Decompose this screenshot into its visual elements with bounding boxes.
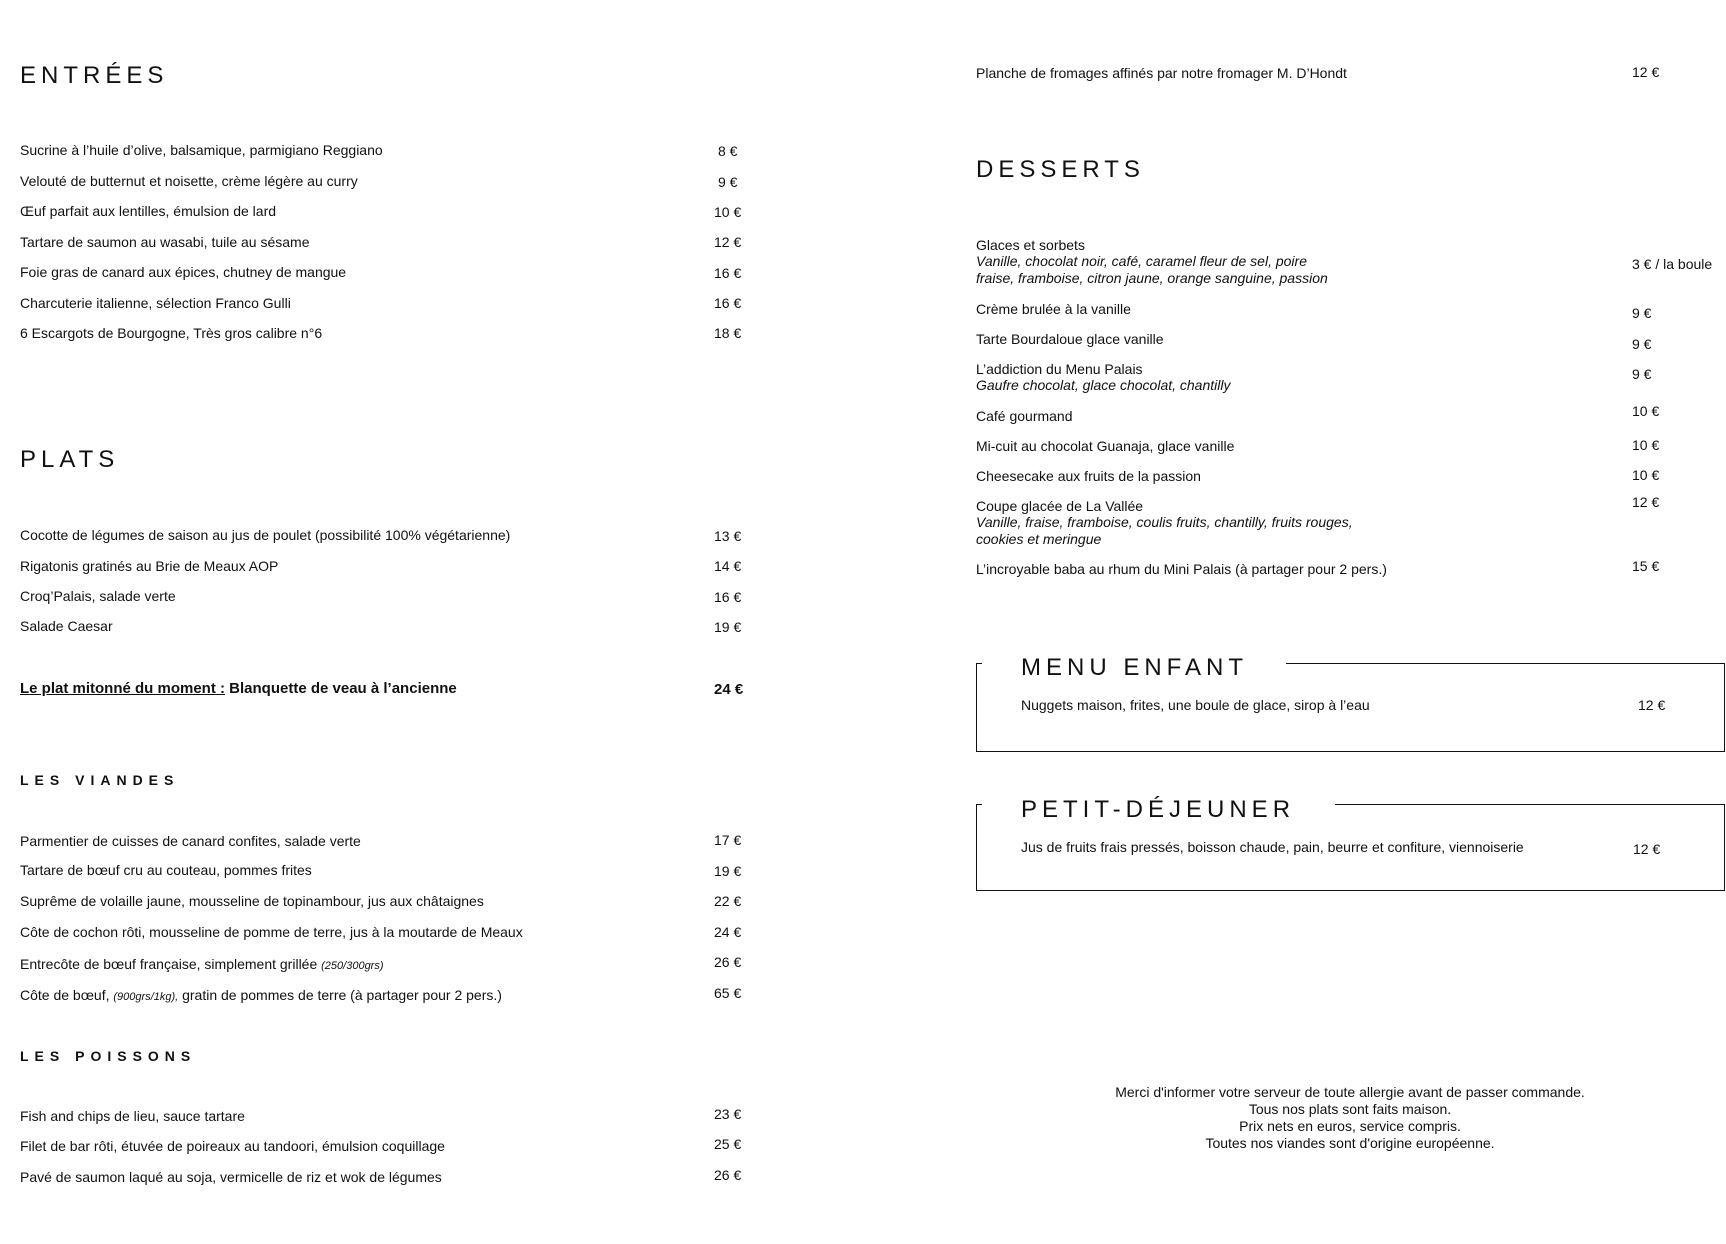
special-price: 24 € <box>714 681 744 698</box>
menu-item-price: 15 € <box>1632 558 1660 574</box>
menu-item-desc: cookies et meringue <box>976 531 1102 547</box>
menu-item-price: 18 € <box>714 325 742 341</box>
menu-item-name: Œuf parfait aux lentilles, émulsion de lard <box>20 203 277 219</box>
menu-item-name: Café gourmand <box>976 408 1073 424</box>
desserts-title: DESSERTS <box>976 156 1145 183</box>
box-border <box>1286 663 1725 664</box>
menu-item-name: Cheesecake aux fruits de la passion <box>976 468 1201 484</box>
menu-item-price: 19 € <box>714 619 742 635</box>
menu-item-name: Suprême de volaille jaune, mousseline de topinambour, jus aux châtaignes <box>20 893 484 909</box>
menu-item-name: L’incroyable baba au rhum du Mini Palais (à partager pour 2 pers.) <box>976 561 1387 577</box>
viandes-title: LES VIANDES <box>20 772 180 788</box>
menu-item-price: 12 € <box>1632 64 1660 80</box>
menu-item-price: 13 € <box>714 528 742 544</box>
menu-item-name: Jus de fruits frais pressés, boisson chaude, pain, beurre et confiture, viennoiserie <box>1021 839 1524 855</box>
menu-item-price: 26 € <box>714 954 742 970</box>
menu-item-price: 10 € <box>1632 437 1660 453</box>
menu-item-price: 8 € <box>718 143 738 159</box>
menu-item-price: 12 € <box>714 234 742 250</box>
menu-item-name: Sucrine à l’huile d’olive, balsamique, parmigiano Reggiano <box>20 142 383 158</box>
menu-item-price: 12 € <box>1632 494 1660 510</box>
menu-item-name: Tarte Bourdaloue glace vanille <box>976 331 1164 347</box>
menu-item-name: Tartare de bœuf cru au couteau, pommes frites <box>20 862 312 878</box>
entrees-title: ENTRÉES <box>20 62 169 89</box>
menu-item-name: L’addiction du Menu Palais <box>976 361 1143 377</box>
menu-item-name: Tartare de saumon au wasabi, tuile au sésame <box>20 234 310 250</box>
menu-item-price: 12 € <box>1633 841 1661 857</box>
footer-notes <box>1050 1084 1650 1152</box>
plats-title: PLATS <box>20 446 120 473</box>
menu-item-name: Fish and chips de lieu, sauce tartare <box>20 1108 245 1124</box>
menu-item-name: Rigatonis gratinés au Brie de Meaux AOP <box>20 558 279 574</box>
menu-item-name: Cocotte de légumes de saison au jus de poulet (possibilité 100% végétarienne) <box>20 527 511 543</box>
menu-item-name: Coupe glacée de La Vallée <box>976 498 1144 514</box>
menu-item-name: Salade Caesar <box>20 618 113 634</box>
menu-item-name: Parmentier de cuisses de canard confites, salade verte <box>20 833 361 849</box>
poissons-title: LES POISSONS <box>20 1048 197 1064</box>
menu-item-price: 9 € <box>1632 336 1652 352</box>
menu-item-price: 12 € <box>1638 697 1666 713</box>
cote-desc: gratin de pommes de terre (à partager pour 2 pers.) <box>182 987 502 1003</box>
menu-item-name: Mi-cuit au chocolat Guanaja, glace vanille <box>976 438 1235 454</box>
menu-item-name: Pavé de saumon laqué au soja, vermicelle de riz et wok de légumes <box>20 1169 442 1185</box>
menu-item-price: 16 € <box>714 589 742 605</box>
menu-item-price: 10 € <box>1632 467 1660 483</box>
special-dish <box>20 680 457 697</box>
menu-item-price: 24 € <box>714 924 742 940</box>
menu-item-desc: Gaufre chocolat, glace chocolat, chantilly <box>976 377 1231 393</box>
footer-note: Merci d'informer votre serveur de toute allergie avant de passer commande. <box>1115 1084 1585 1100</box>
menu-item-price: 65 € <box>714 985 742 1001</box>
menu-item-price: 14 € <box>714 558 742 574</box>
menu-item-name <box>20 987 502 1005</box>
footer-note: Toutes nos viandes sont d'origine européenne. <box>1205 1135 1495 1151</box>
box-border <box>1335 804 1725 805</box>
menu-item-price: 9 € <box>718 174 738 190</box>
box-border <box>976 663 982 664</box>
menu-item-desc: fraise, framboise, citron jaune, orange sanguine, passion <box>976 270 1328 286</box>
menu-item-price: 16 € <box>714 295 742 311</box>
footer-note: Prix nets en euros, service compris. <box>1239 1118 1461 1134</box>
menu-item-desc: Vanille, fraise, framboise, coulis fruits, chantilly, fruits rouges, <box>976 514 1353 530</box>
entrecote-weight: (250/300grs) <box>321 960 384 972</box>
menu-item-name: Crème brulée à la vanille <box>976 301 1131 317</box>
menu-item-price: 17 € <box>714 832 742 848</box>
menu-item-name: Foie gras de canard aux épices, chutney de mangue <box>20 264 347 280</box>
menu-item-price: 23 € <box>714 1106 742 1122</box>
menu-item-price: 19 € <box>714 863 742 879</box>
menu-item-name <box>20 956 384 974</box>
footer-note: Tous nos plats sont faits maison. <box>1248 1101 1452 1117</box>
menu-item-price: 10 € <box>1632 403 1660 419</box>
menu-item-price: 3 € / la boule <box>1632 256 1713 272</box>
menu-item-price: 10 € <box>714 204 742 220</box>
box-border <box>976 804 982 805</box>
menu-item-price: 25 € <box>714 1136 742 1152</box>
menu-item-name: Charcuterie italienne, sélection Franco Gulli <box>20 295 291 311</box>
menu-item-desc: Vanille, chocolat noir, café, caramel fleur de sel, poire <box>976 253 1307 269</box>
menu-item-name: Croq’Palais, salade verte <box>20 588 176 604</box>
menu-item-price: 22 € <box>714 893 742 909</box>
petit-dejeuner-title: PETIT-DÉJEUNER <box>1021 796 1296 823</box>
menu-item-name: Velouté de butternut et noisette, crème légère au curry <box>20 173 358 189</box>
menu-item-price: 16 € <box>714 265 742 281</box>
menu-item-name: Filet de bar rôti, étuvée de poireaux au tandoori, émulsion coquillage <box>20 1138 445 1154</box>
menu-enfant-title: MENU ENFANT <box>1021 654 1249 681</box>
cote-name: Côte de bœuf, <box>20 987 110 1003</box>
special-label: Le plat mitonné du moment : <box>20 680 225 697</box>
menu-item-name: Nuggets maison, frites, une boule de glace, sirop à l’eau <box>1021 697 1370 713</box>
entrecote-name: Entrecôte de bœuf française, simplement grillée <box>20 956 318 972</box>
menu-item-name: Planche de fromages affinés par notre fromager M. D’Hondt <box>976 65 1347 81</box>
special-dish-name: Blanquette de veau à l’ancienne <box>229 680 457 697</box>
menu-item-price: 26 € <box>714 1167 742 1183</box>
menu-item-name: Glaces et sorbets <box>976 237 1085 253</box>
menu-item-name: 6 Escargots de Bourgogne, Très gros calibre n°6 <box>20 325 323 341</box>
menu-item-price: 9 € <box>1632 366 1652 382</box>
cote-weight: (900grs/1kg), <box>113 991 179 1003</box>
menu-item-price: 9 € <box>1632 305 1652 321</box>
menu-item-name: Côte de cochon rôti, mousseline de pomme de terre, jus à la moutarde de Meaux <box>20 924 523 940</box>
